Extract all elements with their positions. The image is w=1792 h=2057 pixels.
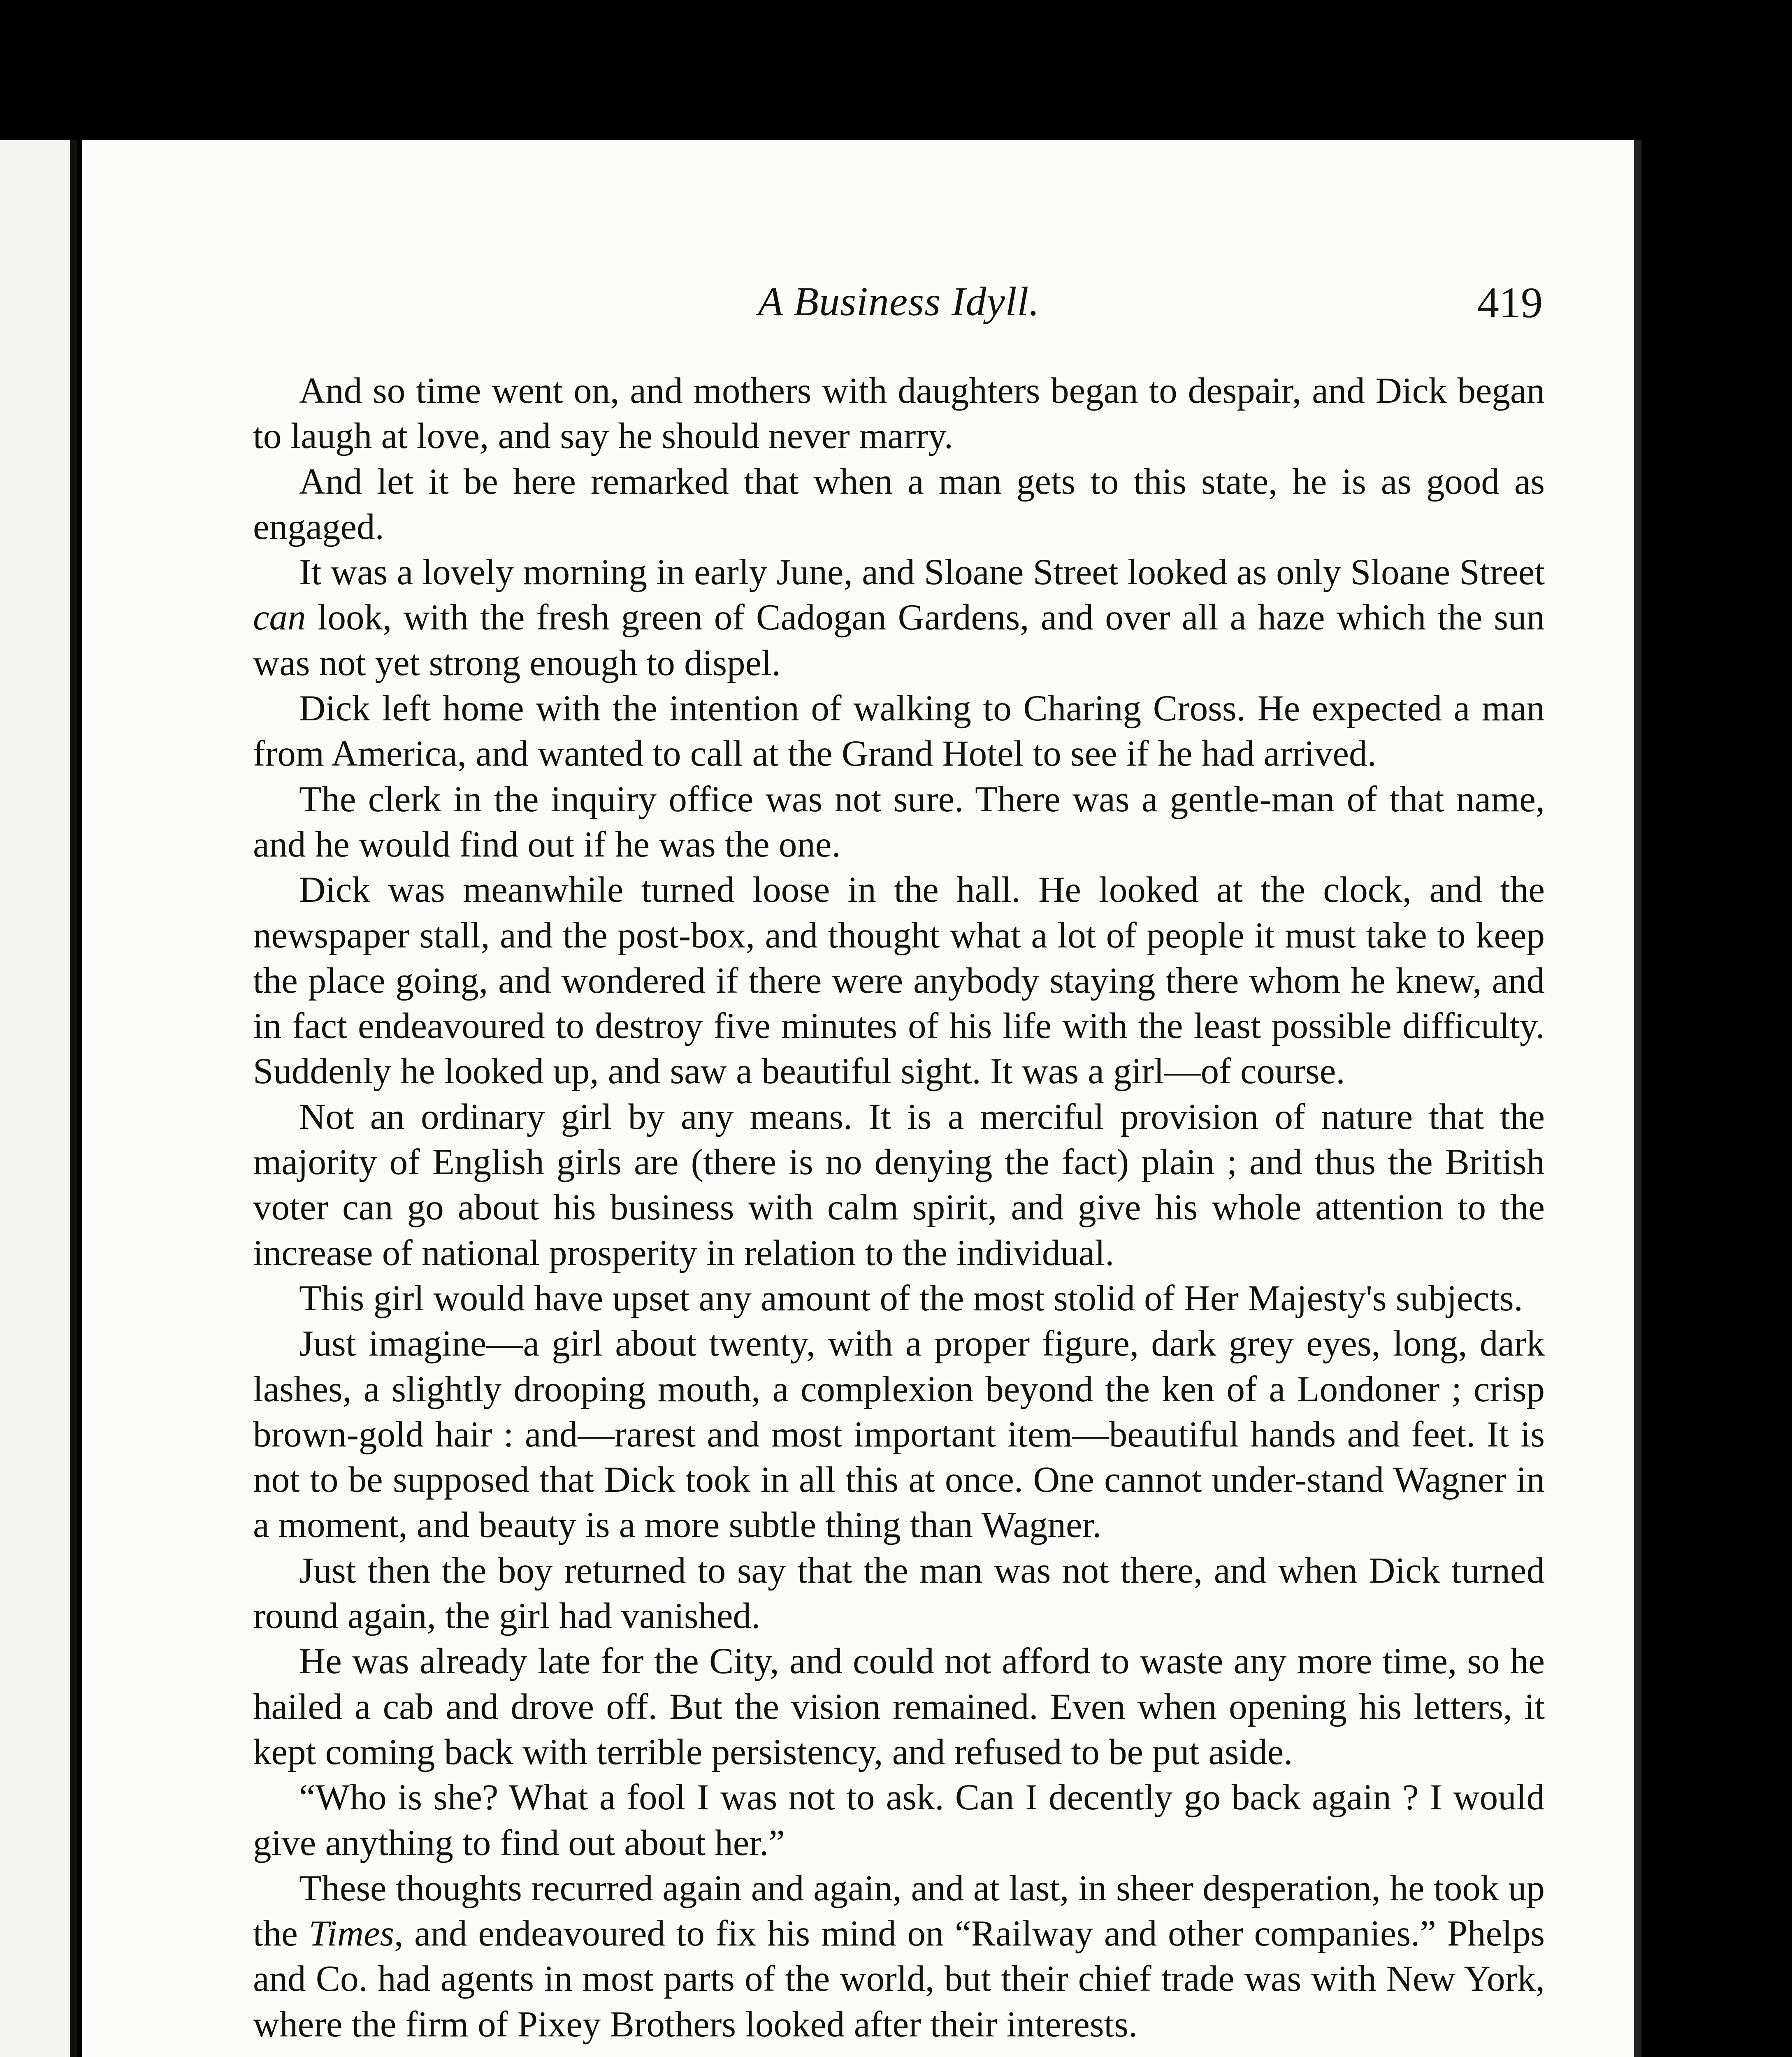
text-run: He was already late for the City, and could not afford to waste any more time, so he hailed a cab and drove off. But the vision remained. Even when opening his letters, it kept coming back with terrible persistency, and refused to be put aside. [253,1641,1545,1772]
text-run: This girl would have upset any amount of the most stolid of Her Majesty's subjects. [299,1278,1523,1319]
paragraph-2 [253,459,1545,550]
text-run: , and endeavoured to fix his mind on “Railway and other companies.” Phelps and Co. had agents in most parts of the world, but their chief trade was with New York, where the firm of Pixey Brothers looked after their interests. [253,1913,1545,2045]
left-page-edge [0,140,77,2057]
book-page [82,140,1641,2057]
paragraph-3 [253,550,1545,686]
paragraph-1 [253,368,1545,459]
paragraph-9 [253,1321,1545,1548]
text-run: Not an ordinary girl by any means. It is a merciful provision of nature that the majority of English girls are (there is no denying the fact) plain ; and thus the British voter can go about his business with calm spirit, and give his whole attention to the increase of national prosperity in relation to the individual. [253,1096,1545,1273]
text-run: Dick left home with the intention of walking to Charing Cross. He expected a man from America, and wanted to call at the Grand Hotel to see if he had arrived. [253,688,1545,774]
italic-text-run: can [253,597,306,638]
page-number: 419 [1477,279,1543,327]
text-run: look, with the fresh green of Cadogan Gardens, and over all a haze which the sun was not yet strong enough to dispel. [253,597,1545,683]
text-run: And so time went on, and mothers with daughters began to despair, and Dick began to laugh at love, and say he should never marry. [253,371,1545,457]
paragraph-4 [253,686,1545,777]
italic-text-run: Times [309,1913,395,1954]
text-run: And let it be here remarked that when a man gets to this state, he is as good as engaged. [253,461,1545,547]
running-title: A Business Idyll. [758,279,1040,324]
text-run: Just then the boy returned to say that the man was not there, and when Dick turned round again, the girl had vanished. [253,1550,1545,1637]
paragraph-13 [253,1866,1545,2047]
paragraph-12 [253,1775,1545,1866]
text-run: These thoughts recurred again and again, and at last, in sheer desperation, he took up the [253,1868,1545,1954]
paragraph-8 [253,1276,1545,1321]
text-run: The clerk in the inquiry office was not sure. There was a gentle-man of that name, and he would find out if he was the one. [253,779,1545,865]
paragraph-5 [253,777,1545,868]
paragraph-10 [253,1548,1545,1639]
text-run: Dick was meanwhile turned loose in the hall. He looked at the clock, and the newspaper stall, and the post-box, and thought what a lot of people it must take to keep the place going, and wondered if there were anybody staying there whom he knew, and in fact endeavoured to destroy five minutes of his life with the least possible difficulty. Suddenly he looked up, and saw a beautiful sight. It was a girl—of course. [253,870,1545,1092]
paragraph-11 [253,1639,1545,1775]
text-run: Just imagine—a girl about twenty, with a proper figure, dark grey eyes, long, dark lashes, a slightly drooping mouth, a complexion beyond the ken of a Londoner ; crisp brown-gold hair : and—rarest and most important item—beautiful hands and feet. It is not to be supposed that Dick took in all this at once. One cannot under-stand Wagner in a moment, and beauty is a more subtle thing than Wagner. [253,1323,1545,1546]
paragraph-7 [253,1094,1545,1276]
running-header [255,278,1543,352]
body-text [253,368,1545,2047]
paragraph-6 [253,867,1545,1094]
text-run: It was a lovely morning in early June, and Sloane Street looked as only Sloane Street [299,552,1545,593]
text-run: “Who is she? What a fool I was not to ask. Can I decently go back again ? I would give anything to find out about her.” [253,1777,1545,1863]
